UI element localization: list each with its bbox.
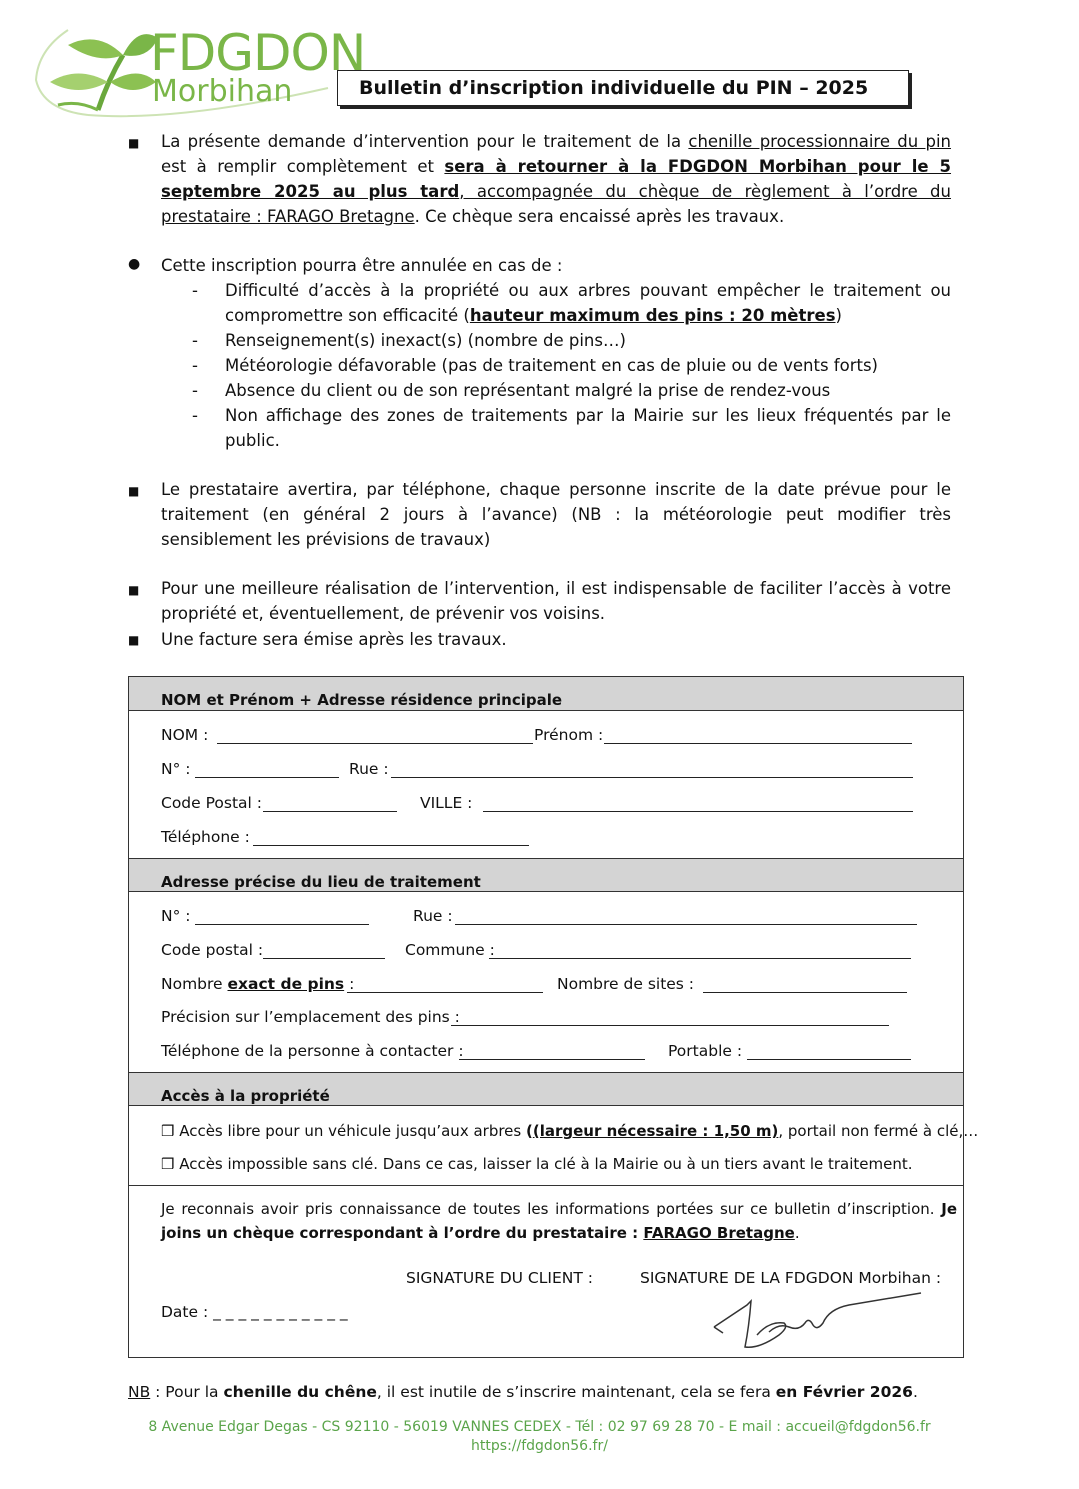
bullet-dot: ● — [128, 256, 141, 272]
nom-field[interactable] — [217, 743, 533, 744]
label-telephone: Téléphone : — [161, 828, 250, 846]
bullet-square: ■ — [128, 583, 140, 597]
intro-paragraph-3: Le prestataire avertira, par téléphone, chaque personne inscrite de la date prévue pour le traitement (en général 2 jours à l’avance) (NB : la météorologie peut modifier très sensiblement les prévisions de travaux) — [161, 480, 951, 549]
acknowledgement-text: Je reconnais avoir pris connaissance de toutes les informations portées sur ce bulletin d’inscription. Je joins un chèque correspondant à l’ordre du prestataire : FARAGO Bretagne. — [161, 1200, 957, 1242]
dash-marker: - — [192, 356, 198, 375]
dash-item-5: Non affichage des zones de traitements par la Mairie sur les lieux fréquentés par le public. — [225, 406, 951, 450]
numero-lieu-field[interactable] — [195, 924, 369, 925]
access-option-key[interactable]: ❒ Accès impossible sans clé. Dans ce cas, laisser la clé à la Mairie ou à un tiers avant le traitement. — [161, 1155, 913, 1173]
bullet-square: ■ — [128, 136, 140, 150]
section-title: Accès à la propriété — [161, 1087, 330, 1105]
label-ville: VILLE : — [420, 794, 473, 812]
label-nombre-pins: Nombre exact de pins : — [161, 975, 355, 993]
commune-field[interactable] — [489, 958, 911, 959]
footer-url[interactable]: https://fdgdon56.fr/ — [471, 1438, 608, 1454]
nombre-sites-field[interactable] — [703, 992, 907, 993]
code-postal-field[interactable] — [263, 811, 397, 812]
label-rue-lieu: Rue : — [413, 907, 453, 925]
bullet-square: ■ — [128, 633, 140, 647]
label-commune: Commune : — [405, 941, 495, 959]
document-title-box — [337, 70, 909, 106]
label-rue: Rue : — [349, 760, 389, 778]
section-header-access — [129, 1072, 963, 1106]
bullet-square: ■ — [128, 484, 140, 498]
label-numero: N° : — [161, 760, 191, 778]
label-precision: Précision sur l’emplacement des pins : — [161, 1008, 460, 1026]
dash-marker: - — [192, 281, 198, 300]
signature-image-icon — [709, 1287, 929, 1357]
document-title: Bulletin d’inscription individuelle du PIN – 2025 — [359, 77, 869, 99]
dash-item-2: Renseignement(s) inexact(s) (nombre de pins…) — [225, 331, 626, 350]
numero-field[interactable] — [195, 777, 339, 778]
label-portable: Portable : — [668, 1042, 743, 1060]
intro-paragraph-5: Une facture sera émise après les travaux. — [161, 630, 507, 649]
access-option-free[interactable]: ❒ Accès libre pour un véhicule jusqu’aux arbres ((largeur nécessaire : 1,50 m), portail non fermé à clé,… — [161, 1122, 979, 1140]
label-signature-client: SIGNATURE DU CLIENT : — [406, 1269, 593, 1287]
registration-form — [128, 676, 979, 1358]
rue-field[interactable] — [391, 777, 913, 778]
prenom-field[interactable] — [604, 743, 912, 744]
dash-item-3: Météorologie défavorable (pas de traitement en cas de pluie ou de vents forts) — [225, 356, 878, 375]
label-code-postal: Code Postal : — [161, 794, 262, 812]
dash-marker: - — [192, 406, 198, 425]
intro-paragraph-4: Pour une meilleure réalisation de l’intervention, il est indispensable de faciliter l’accès à votre propriété et, éventuellement, de prévenir vos voisins. — [161, 579, 951, 623]
logo-name: FDGDON — [150, 24, 366, 82]
ville-field[interactable] — [483, 811, 913, 812]
label-numero-lieu: N° : — [161, 907, 191, 925]
dash-marker: - — [192, 331, 198, 350]
label-nombre-sites: Nombre de sites : — [557, 975, 695, 993]
telephone-contact-field[interactable] — [459, 1059, 645, 1060]
section-header-treatment-address — [129, 858, 963, 892]
divider — [129, 1185, 963, 1186]
label-nom: NOM : — [161, 726, 209, 744]
dash-item-4: Absence du client ou de son représentant malgré la prise de rendez-vous — [225, 381, 831, 400]
dash-marker: - — [192, 381, 198, 400]
dash-item-1: Difficulté d’accès à la propriété ou aux arbres pouvant empêcher le traitement ou compromettre son efficacité (hauteur maximum des pins : 20 mètres) — [225, 281, 951, 325]
precision-field[interactable] — [451, 1025, 889, 1026]
footer-address: 8 Avenue Edgar Degas - CS 92110 - 56019 VANNES CEDEX - Tél : 02 97 69 28 70 - E mail : accueil@fdgdon56.fr — [148, 1419, 931, 1435]
section-title: Adresse précise du lieu de traitement — [161, 873, 481, 891]
telephone-field[interactable] — [253, 845, 529, 846]
label-telephone-contact: Téléphone de la personne à contacter : — [161, 1042, 464, 1060]
date-field[interactable]: Date : _ _ _ _ _ _ _ _ _ _ _ — [161, 1303, 348, 1321]
nb-note: NB : Pour la chenille du chêne, il est inutile de s’inscrire maintenant, cela se fera en Février 2026. — [128, 1383, 918, 1401]
rue-lieu-field[interactable] — [455, 924, 917, 925]
logo-sub: Morbihan — [152, 74, 293, 109]
intro-paragraph-2: Cette inscription pourra être annulée en cas de : — [161, 256, 563, 275]
label-code-postal-lieu: Code postal : — [161, 941, 264, 959]
intro-paragraph-1: La présente demande d’intervention pour le traitement de la chenille processionnaire du pin est à remplir complètement et sera à retourner à la FDGDON Morbihan pour le 5 septembre 2025 au plus tard, accompagnée du chèque de règlement à l’ordre du prestataire : FARAGO Bretagne. Ce chèque sera encaissé après les travaux. — [161, 132, 952, 226]
code-postal-lieu-field[interactable] — [263, 958, 385, 959]
section-title: NOM et Prénom + Adresse résidence principale — [161, 691, 563, 709]
section-header-main-residence — [129, 677, 963, 711]
nombre-pins-field[interactable] — [347, 992, 543, 993]
label-signature-fdgdon: SIGNATURE DE LA FDGDON Morbihan : — [640, 1269, 942, 1287]
portable-field[interactable] — [747, 1059, 911, 1060]
label-prenom: Prénom : — [534, 726, 604, 744]
